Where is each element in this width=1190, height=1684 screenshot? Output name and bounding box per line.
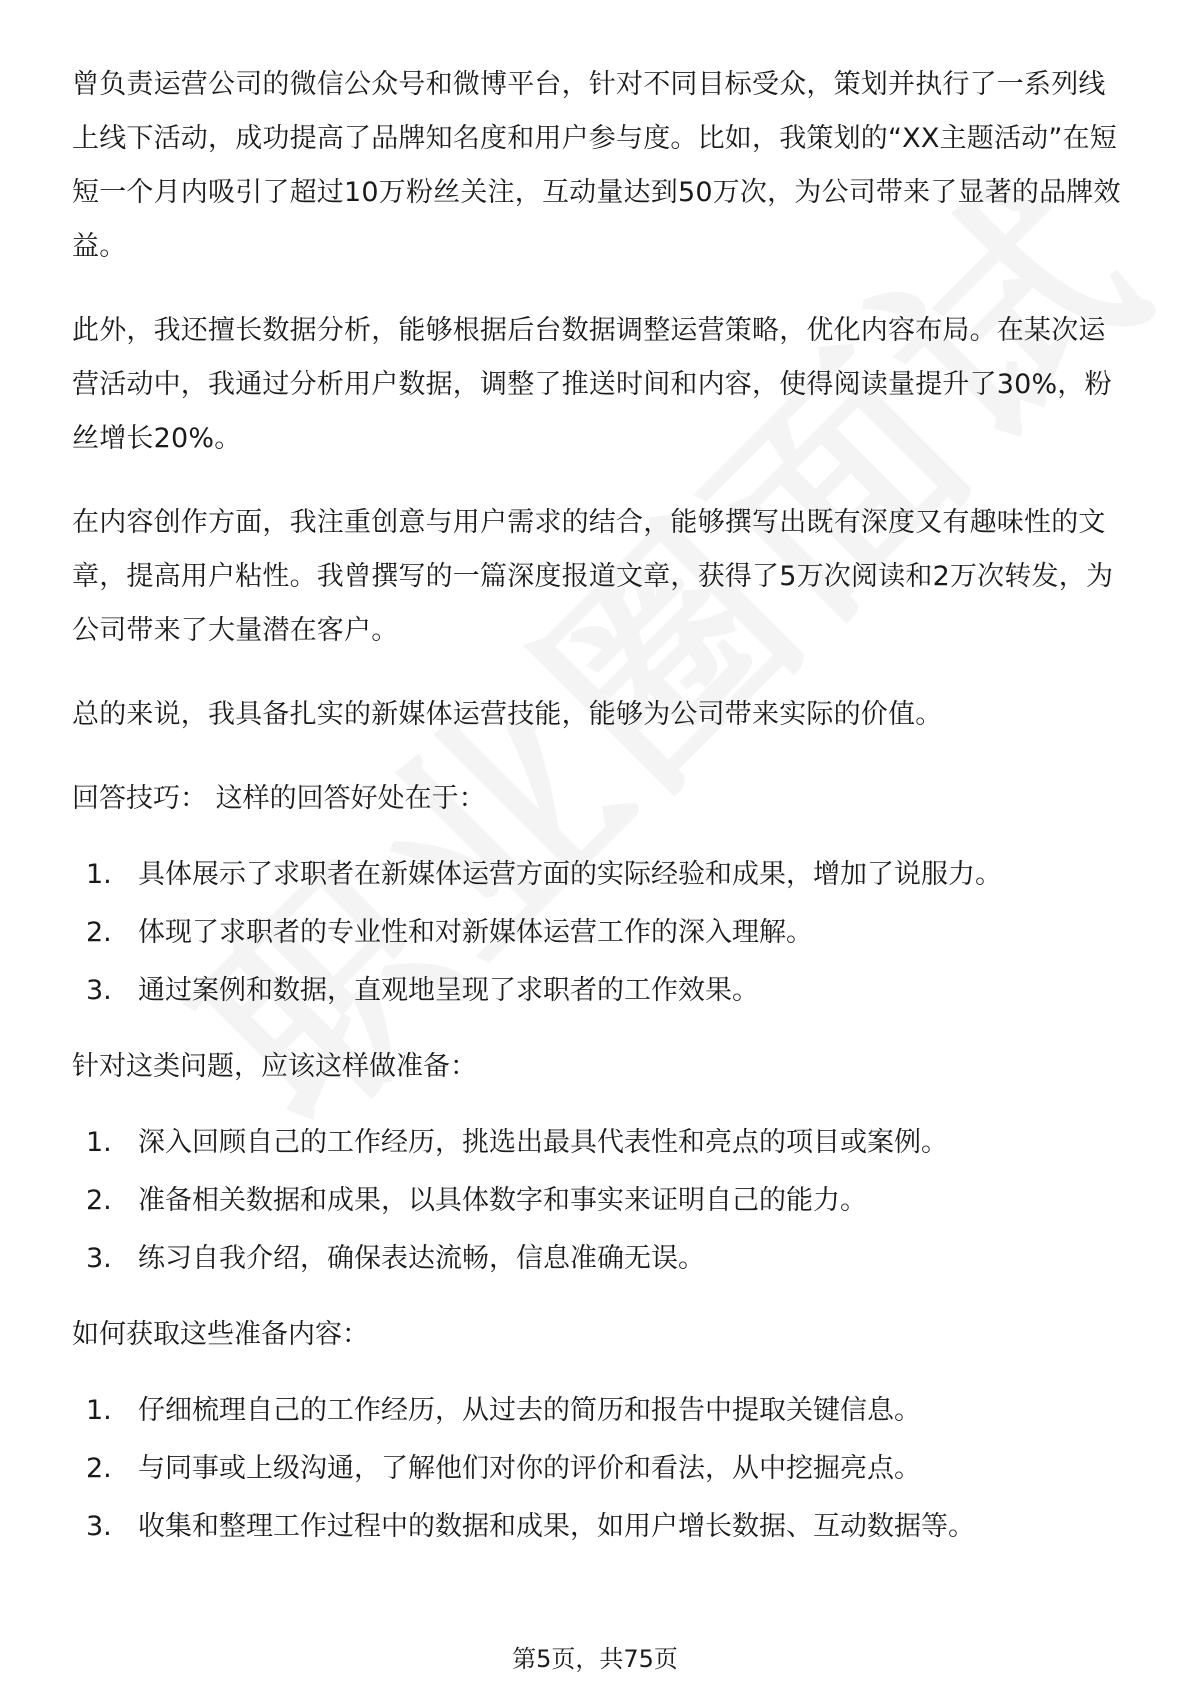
list-item-text: 收集和整理工作过程中的数据和成果，如用户增长数据、互动数据等。 — [138, 1511, 975, 1542]
paragraph-content-creation: 在内容创作方面，我注重创意与用户需求的结合，能够撰写出既有深度又有趣味性的文章，提高用户粘性。我曾撰写的一篇深度报道文章，获得了5万次阅读和2万次转发，为公司带来了大量潜在客户。 — [72, 507, 1114, 646]
list-number: 3. — [86, 1243, 112, 1274]
list-item-text: 深入回顾自己的工作经历，挑选出最具代表性和亮点的项目或案例。 — [138, 1127, 948, 1158]
prepare-heading: 针对这类问题，应该这样做准备： — [72, 1051, 477, 1082]
paragraph-data-analysis: 此外，我还擅长数据分析，能够根据后台数据调整运营策略，优化内容布局。在某次运营活动中，我通过分析用户数据，调整了推送时间和内容，使得阅读量提升了30%，粉丝增长20%。 — [72, 315, 1112, 454]
list-item — [72, 904, 1122, 962]
paragraph-summary: 总的来说，我具备扎实的新媒体运营技能，能够为公司带来实际的价值。 — [72, 699, 943, 730]
list-item-text: 仔细梳理自己的工作经历，从过去的简历和报告中提取关键信息。 — [138, 1395, 921, 1426]
list-item-text: 通过案例和数据，直观地呈现了求职者的工作效果。 — [138, 975, 759, 1006]
list-number: 1. — [86, 859, 112, 890]
list-item — [72, 846, 1122, 904]
list-number: 2. — [86, 917, 112, 948]
list-item — [72, 1114, 1122, 1172]
list-number: 2. — [86, 1453, 112, 1484]
list-item-text: 练习自我介绍，确保表达流畅，信息准确无误。 — [138, 1243, 705, 1274]
paragraph-experience: 曾负责运营公司的微信公众号和微博平台，针对不同目标受众，策划并执行了一系列线上线下活动，成功提高了品牌知名度和用户参与度。比如，我策划的“XX主题活动”在短短一个月内吸引了超过10万粉丝关注，互动量达到50万次，为公司带来了显著的品牌效益。 — [72, 69, 1121, 262]
list-item — [72, 1440, 1122, 1498]
prepare-list — [72, 1114, 1122, 1288]
tips-list — [72, 846, 1122, 1020]
list-item — [72, 962, 1122, 1020]
list-item-text: 与同事或上级沟通，了解他们对你的评价和看法，从中挖掘亮点。 — [138, 1453, 921, 1484]
list-number: 3. — [86, 1511, 112, 1542]
list-number: 1. — [86, 1395, 112, 1426]
list-item — [72, 1498, 1122, 1556]
list-item-text: 准备相关数据和成果，以具体数字和事实来证明自己的能力。 — [138, 1185, 867, 1216]
list-item-text: 体现了求职者的专业性和对新媒体运营工作的深入理解。 — [138, 917, 813, 948]
document-body — [72, 58, 1122, 1576]
list-number: 3. — [86, 975, 112, 1006]
list-item-text: 具体展示了求职者在新媒体运营方面的实际经验和成果，增加了说服力。 — [138, 859, 1002, 890]
list-item — [72, 1382, 1122, 1440]
list-item — [72, 1230, 1122, 1288]
page-footer: 第5页，共75页 — [512, 1645, 678, 1673]
list-item — [72, 1172, 1122, 1230]
list-number: 1. — [86, 1127, 112, 1158]
obtain-heading: 如何获取这些准备内容： — [72, 1319, 369, 1350]
obtain-list — [72, 1382, 1122, 1556]
tips-heading: 回答技巧： 这样的回答好处在于： — [72, 783, 486, 814]
list-number: 2. — [86, 1185, 112, 1216]
